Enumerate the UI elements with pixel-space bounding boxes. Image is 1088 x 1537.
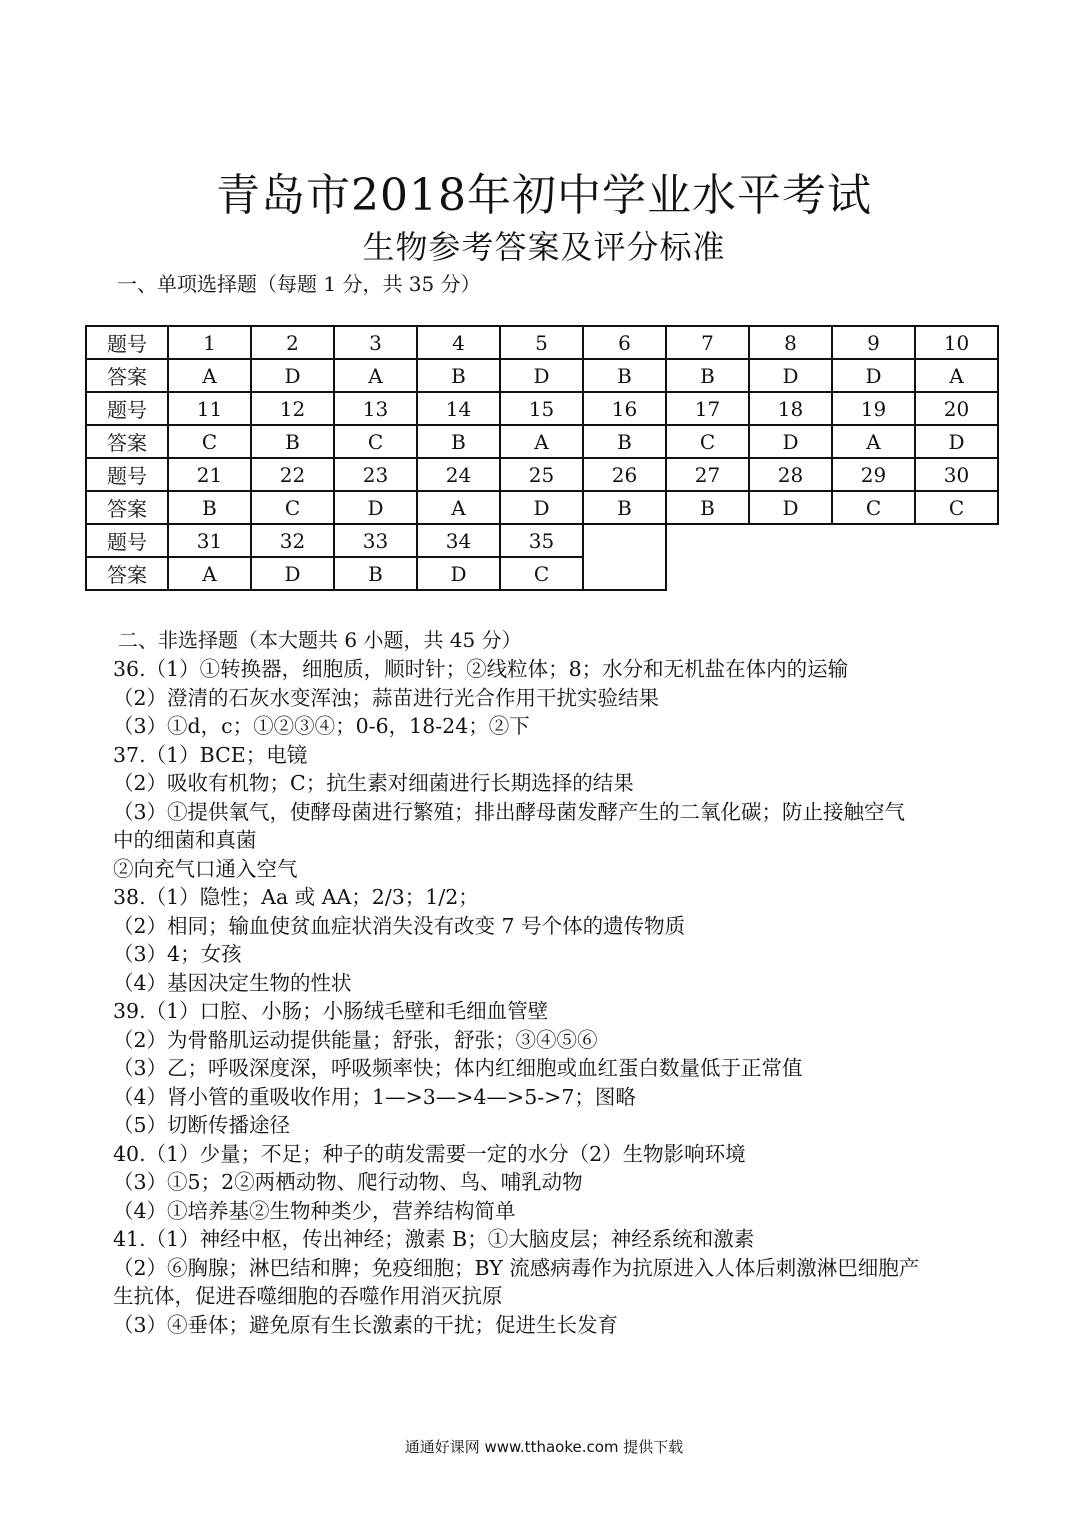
table-cell: 21 [168, 458, 251, 491]
table-cell: C [666, 425, 749, 458]
table-cell: 6 [583, 326, 666, 359]
table-cell: 28 [749, 458, 832, 491]
table-cell: B [583, 491, 666, 524]
table-cell: 10 [915, 326, 998, 359]
answer-line: 生抗体，促进吞噬细胞的吞噬作用消灭抗原 [113, 1284, 503, 1308]
table-cell: 14 [417, 392, 500, 425]
answer-line: （3）④垂体；避免原有生长激素的干扰；促进生长发育 [113, 1312, 619, 1337]
table-cell: 7 [666, 326, 749, 359]
table-row [86, 392, 998, 425]
row-label: 答案 [86, 425, 168, 458]
table-cell: 23 [334, 458, 417, 491]
table-cell: D [251, 359, 334, 392]
table-cell: B [334, 557, 417, 590]
answer-line: （3）①d，c；①②③④；0-6，18-24；②下 [113, 714, 530, 738]
table-cell: B [583, 425, 666, 458]
table-cell: A [500, 425, 583, 458]
table-cell: D [915, 425, 998, 458]
table-row [86, 425, 998, 458]
table-cell: 22 [251, 458, 334, 491]
answer-line: 37.（1）BCE；电镜 [113, 742, 308, 767]
page-subtitle: 生物参考答案及评分标准 [362, 228, 726, 266]
answer-line: （2）吸收有机物；C；抗生素对细菌进行长期选择的结果 [113, 771, 634, 795]
table-cell: D [334, 491, 417, 524]
answer-line: （5）切断传播途径 [113, 1113, 291, 1137]
table-cell: D [832, 359, 915, 392]
table-cell: 16 [583, 392, 666, 425]
table-cell: 3 [334, 326, 417, 359]
table-cell: C [832, 491, 915, 524]
answer-line: （3）①5；2②两栖动物、爬行动物、鸟、哺乳动物 [113, 1170, 583, 1194]
answer-line: （4）基因决定生物的性状 [113, 970, 352, 995]
table-cell: C [915, 491, 998, 524]
table-cell: 1 [168, 326, 251, 359]
table-cell: 26 [583, 458, 666, 491]
row-label: 题号 [86, 392, 168, 425]
table-cell: 12 [251, 392, 334, 425]
table-cell: C [334, 425, 417, 458]
answer-table [85, 325, 999, 591]
answer-line: （4）①培养基②生物种类少，营养结构简单 [113, 1198, 516, 1223]
table-cell: 9 [832, 326, 915, 359]
table-cell: 2 [251, 326, 334, 359]
answer-line: （3）乙；呼吸深度深，呼吸频率快；体内红细胞或血红蛋白数量低于正常值 [113, 1056, 803, 1080]
answer-line: 36.（1）①转换器，细胞质，顺时针；②线粒体；8；水分和无机盐在体内的运输 [113, 657, 849, 681]
table-cell: D [749, 491, 832, 524]
row-label: 答案 [86, 557, 168, 590]
table-cell: 4 [417, 326, 500, 359]
table-cell: 33 [334, 524, 417, 557]
table-cell: 27 [666, 458, 749, 491]
table-cell: D [749, 359, 832, 392]
table-cell: D [749, 425, 832, 458]
answer-line: （2）相同；输血使贫血症状消失没有改变 7 号个体的遗传物质 [113, 913, 686, 938]
row-label: 题号 [86, 458, 168, 491]
table-cell: B [417, 359, 500, 392]
table-cell: 15 [500, 392, 583, 425]
answer-line: 中的细菌和真菌 [113, 828, 257, 852]
answer-line: 39.（1）口腔、小肠；小肠绒毛壁和毛细血管壁 [113, 999, 549, 1023]
answer-line: （4）肾小管的重吸收作用；1—>3—>4—>5->7；图略 [113, 1084, 636, 1109]
table-cell: 30 [915, 458, 998, 491]
table-cell: B [583, 359, 666, 392]
table-cell: D [251, 557, 334, 590]
table-row [86, 524, 998, 557]
blank-cell [583, 524, 666, 590]
table-cell: 32 [251, 524, 334, 557]
table-cell: B [417, 425, 500, 458]
table-cell: 19 [832, 392, 915, 425]
answer-line: 41.（1）神经中枢，传出神经；激素 B；①大脑皮层；神经系统和激素 [113, 1227, 755, 1251]
table-cell: D [500, 359, 583, 392]
section2-heading: 二、非选择题（本大题共 6 小题，共 45 分） [118, 628, 522, 652]
answer-line: （3）4；女孩 [113, 942, 242, 966]
table-cell: C [251, 491, 334, 524]
table-row [86, 326, 998, 359]
section1-heading: 一、单项选择题（每题 1 分，共 35 分） [117, 272, 481, 296]
table-row [86, 491, 998, 524]
table-cell: D [500, 491, 583, 524]
table-cell: A [417, 491, 500, 524]
table-cell: 8 [749, 326, 832, 359]
empty-area [666, 524, 998, 590]
table-cell: A [915, 359, 998, 392]
table-cell: 34 [417, 524, 500, 557]
table-cell: 11 [168, 392, 251, 425]
table-cell: C [500, 557, 583, 590]
row-label: 题号 [86, 326, 168, 359]
table-cell: 35 [500, 524, 583, 557]
table-cell: 18 [749, 392, 832, 425]
table-cell: D [417, 557, 500, 590]
table-row [86, 458, 998, 491]
table-cell: A [832, 425, 915, 458]
table-cell: B [251, 425, 334, 458]
table-cell: 24 [417, 458, 500, 491]
table-cell: 25 [500, 458, 583, 491]
answer-line: （3）①提供氧气，使酵母菌进行繁殖；排出酵母菌发酵产生的二氧化碳；防止接触空气 [113, 799, 906, 824]
answer-line: （2）澄清的石灰水变浑浊；蒜苗进行光合作用干扰实验结果 [113, 685, 660, 710]
table-cell: 20 [915, 392, 998, 425]
answer-body [113, 655, 973, 1339]
table-cell: 5 [500, 326, 583, 359]
table-cell: B [666, 359, 749, 392]
table-cell: C [168, 425, 251, 458]
table-cell: A [334, 359, 417, 392]
table-cell: A [168, 557, 251, 590]
footer-text: 通通好课网 www.tthaoke.com 提供下载 [404, 1438, 684, 1456]
table-cell: 13 [334, 392, 417, 425]
table-cell: 31 [168, 524, 251, 557]
row-label: 答案 [86, 491, 168, 524]
answer-line: 38.（1）隐性；Aa 或 AA；2/3；1/2； [113, 885, 479, 909]
row-label: 题号 [86, 524, 168, 557]
table-cell: 29 [832, 458, 915, 491]
answer-line: （2）为骨骼肌运动提供能量；舒张，舒张；③④⑤⑥ [113, 1027, 598, 1052]
table-cell: A [168, 359, 251, 392]
row-label: 答案 [86, 359, 168, 392]
answer-line: （2）⑥胸腺；淋巴结和脾；免疫细胞；BY 流感病毒作为抗原进入人体后刺激淋巴细胞产 [113, 1255, 920, 1280]
answer-line: 40.（1）少量；不足；种子的萌发需要一定的水分（2）生物影响环境 [113, 1141, 746, 1166]
table-row [86, 359, 998, 392]
answer-line: ②向充气口通入空气 [113, 856, 298, 881]
table-cell: B [666, 491, 749, 524]
table-cell: B [168, 491, 251, 524]
table-cell: 17 [666, 392, 749, 425]
page-title: 青岛市2018年初中学业水平考试 [216, 170, 872, 221]
